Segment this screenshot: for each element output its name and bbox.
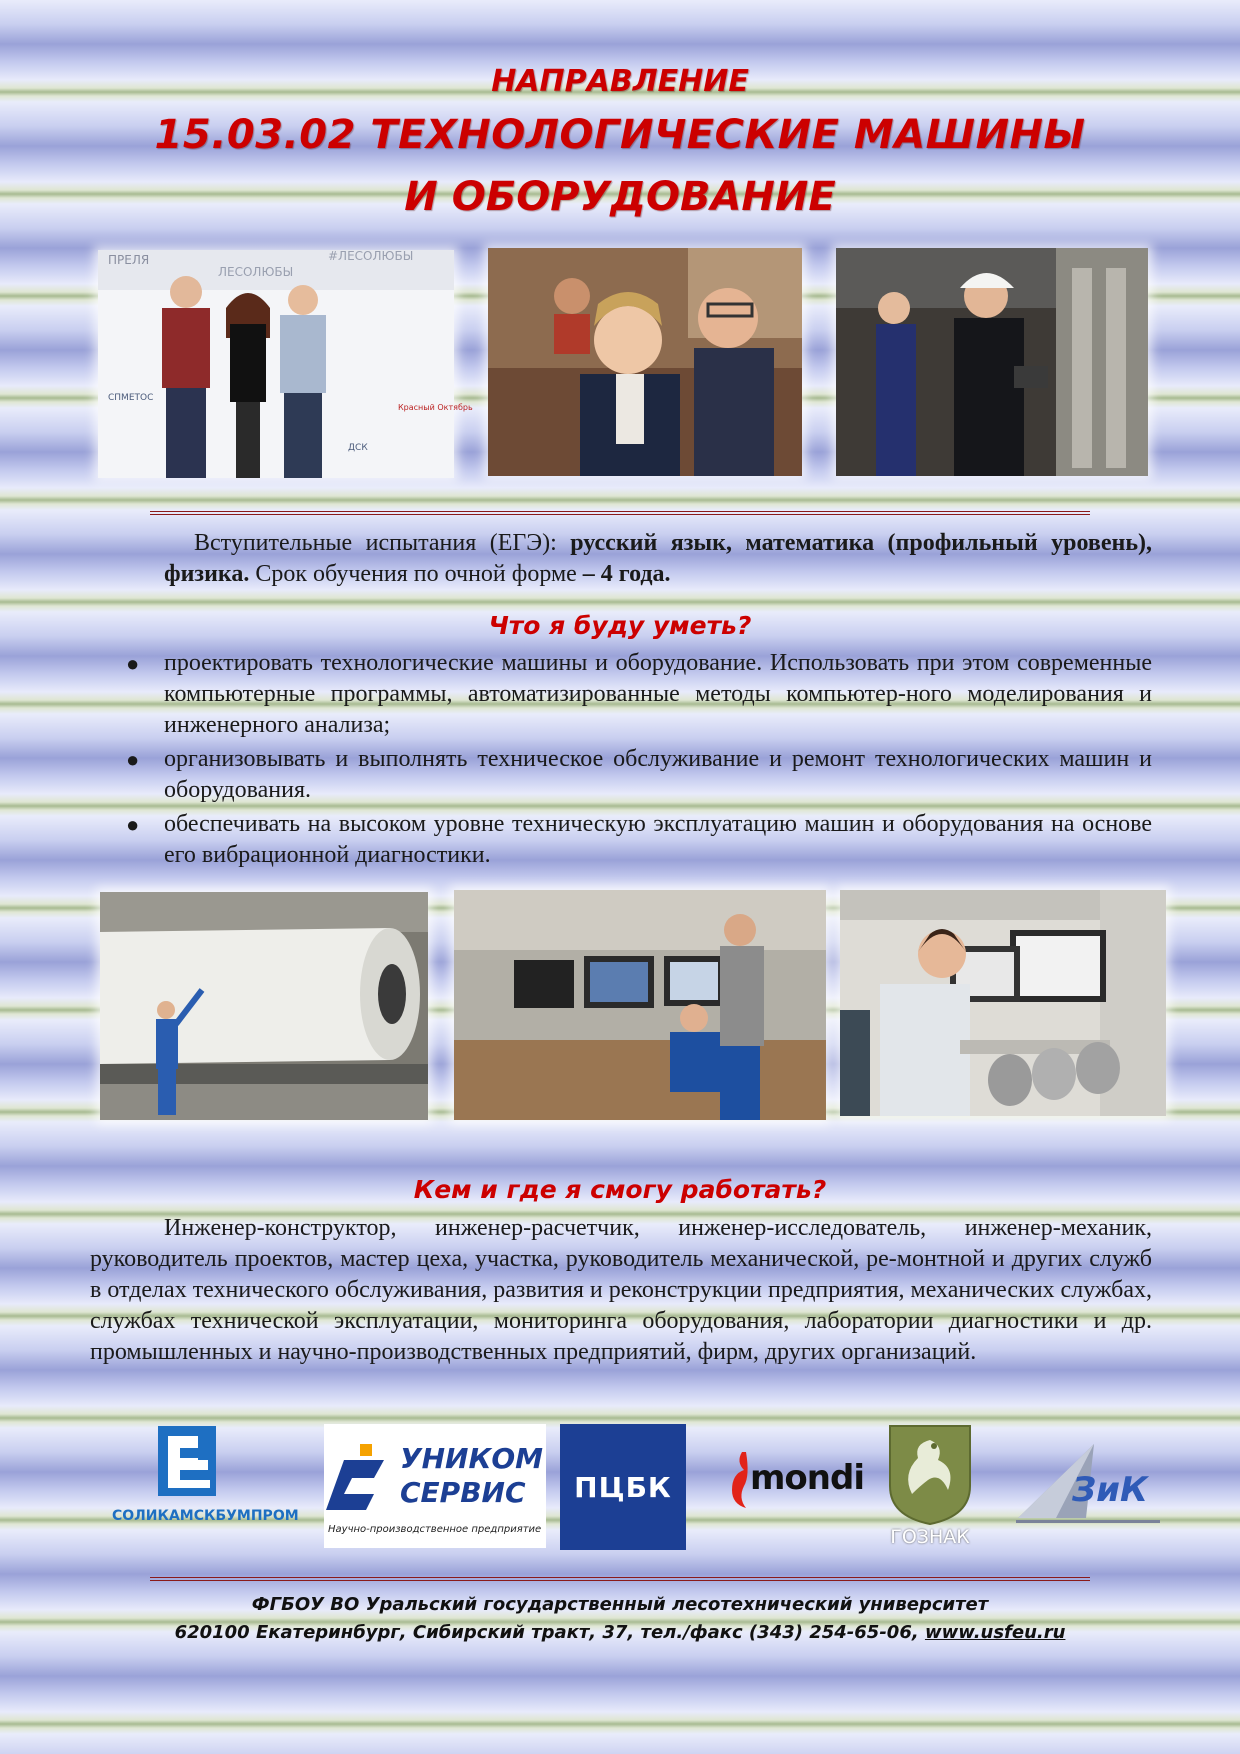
divider-top <box>150 511 1090 515</box>
admission-term-text: Срок обучения по очной форме <box>249 561 583 587</box>
photo-control-room <box>454 890 826 1120</box>
admission-intro: Вступительные испытания (ЕГЭ): <box>194 530 571 556</box>
title-direction: НАПРАВЛЕНИЕ <box>491 64 749 99</box>
photo-sign-text: ЛЕСОЛЮБЫ <box>218 265 294 279</box>
logo-unikom-servis <box>324 1424 546 1548</box>
zik-name: ЗиК <box>1072 1470 1148 1510</box>
unikom-subtitle: Научно-производственное предприятие <box>328 1524 542 1535</box>
career-paragraph: Инженер-конструктор, инженер-расчетчик, инженер-исследователь, инженер-механик, руководитель проектов, мастер цеха, участка, руководитель механической, ре-монтной и других служб в отделах технического обслуживания, развития и реконструкции предприятия, механических службах, службах технической эксплуатации, мониторинга оборудования, лаборатории диагностики и др. промышленных и научно-производственных предприятий, фирм, других организаций. <box>90 1215 1152 1365</box>
skill-text: проектировать технологические машины и оборудование. Использовать при этом современные компьютерные программы, автоматизированные методы компьютер-ного моделирования и инженерного анализа; <box>164 650 1152 738</box>
unikom-line1: УНИКОМ <box>400 1442 544 1475</box>
logo-mondi <box>720 1450 870 1510</box>
photo-sign-text: #ЛЕСОЛЮБЫ <box>328 249 414 263</box>
photo-sign-text: СПМЕТОС <box>108 393 154 403</box>
photo-paper-roll <box>100 892 428 1120</box>
title-program-code: 15.03.02 ТЕХНОЛОГИЧЕСКИЕ МАШИНЫ <box>154 112 1086 158</box>
skill-text: организовывать и выполнять техническое обслуживание и ремонт технологических машин и оборудования. <box>164 746 1152 803</box>
admission-subjects: русский язык, математика (профильный уровень), физика. <box>164 530 1153 587</box>
bullet-icon: ● <box>126 747 140 772</box>
logo-zik <box>1016 1440 1160 1526</box>
pcbk-name: ПЦБК <box>574 1470 672 1504</box>
logo-solikamskbumprom <box>112 1424 299 1536</box>
title-program-name: И ОБОРУДОВАНИЕ <box>404 174 836 220</box>
admission-term-value: – 4 года. <box>582 561 671 587</box>
photo-sign-text: Красный Октябрь <box>398 403 473 412</box>
logo-pcbk <box>560 1424 686 1550</box>
solikamsk-emblem-icon <box>112 1424 282 1504</box>
admission-paragraph <box>164 528 1152 590</box>
list-item <box>120 648 1152 741</box>
footer-address-line <box>0 1622 1240 1643</box>
career-heading: Кем и где я смогу работать? <box>413 1175 827 1204</box>
mondi-name: mondi <box>750 1458 864 1498</box>
footer-organization: ФГБОУ ВО Уральский государственный лесотехнический университет <box>251 1594 989 1615</box>
footer-website-link[interactable]: www.usfeu.ru <box>924 1622 1066 1643</box>
logo-goznak <box>882 1424 978 1552</box>
list-item <box>120 809 1152 871</box>
footer-address: 620100 Екатеринбург, Сибирский тракт, 37, тел./факс (343) 254-65-06, <box>174 1622 925 1643</box>
photo-students-at-exhibition <box>98 249 473 478</box>
photo-students-in-class <box>488 248 802 476</box>
solikamsk-name: СОЛИКАМСКБУМПРОМ <box>112 1508 299 1524</box>
photo-sign-text: ПРЕЛЯ <box>108 253 150 267</box>
divider-bottom <box>150 1577 1090 1581</box>
unikom-emblem-icon <box>330 1438 400 1522</box>
list-item <box>120 744 1152 806</box>
unikom-line2: СЕРВИС <box>400 1476 526 1509</box>
skill-text: обеспечивать на высоком уровне техническую эксплуатацию машин и оборудования на основе его вибрационной диагностики. <box>164 811 1152 868</box>
skills-heading: Что я буду уметь? <box>488 611 752 640</box>
photo-engineer-at-computer <box>840 890 1166 1116</box>
photo-sign-text: ДСК <box>348 443 368 453</box>
skills-list <box>120 648 1152 874</box>
goznak-emblem-icon <box>882 1424 978 1524</box>
bullet-icon: ● <box>126 651 140 676</box>
goznak-name: ГОЗНАК <box>890 1526 970 1548</box>
bullet-icon: ● <box>126 812 140 837</box>
photo-student-with-device <box>836 248 1148 476</box>
